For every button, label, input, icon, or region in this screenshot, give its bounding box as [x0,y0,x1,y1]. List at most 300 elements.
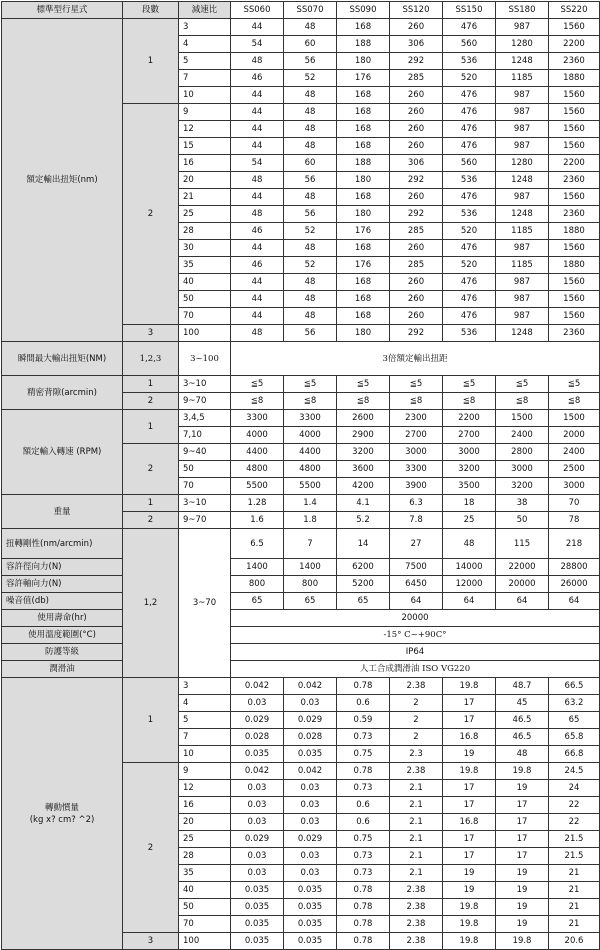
value-cell: 987 [496,138,549,155]
value-cell: 2 [390,729,443,746]
value-cell: 0.042 [231,678,284,695]
value-cell: 17 [443,848,496,865]
value-cell: 476 [443,121,496,138]
value-cell: 292 [390,325,443,342]
stiffness-label: 扭轉剛性(nm/arcmin) [2,529,123,559]
value-cell: 260 [390,104,443,121]
value-cell: 44 [231,138,284,155]
header-ratio: 減速比 [179,2,231,19]
value-cell: 176 [337,257,390,274]
value-cell: 0.6 [337,695,390,712]
value-cell: 20.6 [549,933,600,950]
value-cell: 46 [231,223,284,240]
table-row [2,644,600,661]
value-cell: 0.73 [337,780,390,797]
value-cell: 1560 [549,274,600,291]
value-cell: 4000 [231,427,284,444]
value-cell: 1.4 [284,495,337,512]
ratio-cell: 15 [179,138,231,155]
value-cell: 48 [284,19,337,36]
value-cell: 520 [443,223,496,240]
value-cell: 2.38 [390,763,443,780]
value-cell: 476 [443,189,496,206]
value-cell: 56 [284,206,337,223]
lube-value: 人工合成潤滑油 ISO VG220 [231,661,600,678]
value-cell: 218 [549,529,600,559]
value-cell: 987 [496,104,549,121]
header-model: SS070 [284,2,337,19]
value-cell: 46.5 [496,712,549,729]
value-cell: 46 [231,70,284,87]
value-cell: 4400 [284,444,337,461]
value-cell: 1280 [496,155,549,172]
header-model: SS060 [231,2,284,19]
value-cell: 48 [284,291,337,308]
table-row [2,559,600,576]
value-cell: 0.59 [337,712,390,729]
value-cell: 21.5 [549,848,600,865]
value-cell: 1880 [549,223,600,240]
value-cell: 22 [549,814,600,831]
value-cell: ≦5 [443,376,496,393]
value-cell: 2360 [549,206,600,223]
value-cell: 2600 [337,410,390,427]
value-cell: 476 [443,138,496,155]
value-cell: 17 [496,831,549,848]
ip-label: 防護等級 [2,644,123,661]
ratio-cell: 12 [179,780,231,797]
value-cell: 44 [231,240,284,257]
value-cell: 28800 [549,559,600,576]
value-cell: 180 [337,53,390,70]
value-cell: 19 [496,916,549,933]
value-cell: 260 [390,19,443,36]
ratio-cell: 10 [179,87,231,104]
ratio-cell: 40 [179,274,231,291]
table-row [2,376,600,393]
value-cell: 0.6 [337,797,390,814]
value-cell: 0.6 [337,814,390,831]
table-row [2,19,600,36]
value-cell: 987 [496,291,549,308]
value-cell: 48 [231,53,284,70]
value-cell: 0.03 [231,865,284,882]
value-cell: 1560 [549,19,600,36]
value-cell: 0.029 [231,831,284,848]
value-cell: 987 [496,189,549,206]
value-cell: 52 [284,70,337,87]
value-cell: 2.1 [390,865,443,882]
table-row [2,2,600,19]
value-cell: 46 [231,257,284,274]
life-label: 使用壽命(hr) [2,610,123,627]
axial-label: 容許軸向力(N) [2,576,123,593]
value-cell: 536 [443,53,496,70]
table-row [2,529,600,559]
value-cell: 0.75 [337,746,390,763]
value-cell: 0.78 [337,899,390,916]
value-cell: 476 [443,19,496,36]
value-cell: 1500 [549,410,600,427]
value-cell: 180 [337,172,390,189]
value-cell: 56 [284,53,337,70]
value-cell: 17 [443,695,496,712]
value-cell: 2360 [549,172,600,189]
value-cell: 0.035 [231,899,284,916]
value-cell: 0.03 [284,814,337,831]
value-cell: 65 [549,712,600,729]
weight-label: 重量 [2,495,123,529]
value-cell: 285 [390,257,443,274]
ratio-cell: 50 [179,899,231,916]
value-cell: 19.8 [496,763,549,780]
value-cell: ≦8 [443,393,496,410]
stage-cell: 1 [123,678,179,763]
value-cell: 48 [284,138,337,155]
value-cell: 3200 [496,478,549,495]
value-cell: 48 [284,308,337,325]
ratio-cell: 5 [179,53,231,70]
value-cell: 2800 [496,444,549,461]
value-cell: 19 [496,865,549,882]
value-cell: 188 [337,155,390,172]
value-cell: 46.5 [496,729,549,746]
value-cell: 476 [443,87,496,104]
stage-cell: 2 [123,512,179,529]
ratio-cell: 70 [179,308,231,325]
peak-torque-label: 瞬間最大輸出扭矩(NM) [2,342,123,376]
value-cell: 2.3 [390,746,443,763]
ratio-cell: 20 [179,814,231,831]
value-cell: 3600 [337,461,390,478]
value-cell: 536 [443,172,496,189]
value-cell: 260 [390,240,443,257]
ratio-cell: 4 [179,36,231,53]
stage-cell: 1 [123,410,179,444]
value-cell: ≦8 [337,393,390,410]
ratio-cell: 70 [179,916,231,933]
value-cell: 45 [496,695,549,712]
value-cell: 66.8 [549,746,600,763]
value-cell: 2.38 [390,933,443,950]
value-cell: 0.035 [284,933,337,950]
stage-cell: 2 [123,444,179,495]
value-cell: 1185 [496,70,549,87]
value-cell: 987 [496,121,549,138]
ratio-cell: 70 [179,478,231,495]
ratio-cell: 28 [179,223,231,240]
value-cell: ≦5 [337,376,390,393]
stage-cell: 1 [123,495,179,512]
stage-cell: 2 [123,104,179,325]
value-cell: 64 [443,593,496,610]
value-cell: 168 [337,291,390,308]
value-cell: 1880 [549,257,600,274]
ratio-cell: 3 [179,678,231,695]
ratio-cell: 9~70 [179,512,231,529]
value-cell: 26000 [549,576,600,593]
value-cell: 0.028 [284,729,337,746]
value-cell: 6200 [337,559,390,576]
value-cell: 3000 [443,444,496,461]
value-cell: 260 [390,121,443,138]
value-cell: 1560 [549,87,600,104]
value-cell: 2200 [549,155,600,172]
value-cell: 48 [284,121,337,138]
peak-torque-value: 3倍額定輸出扭距 [231,342,600,376]
value-cell: 168 [337,189,390,206]
value-cell: 476 [443,240,496,257]
value-cell: 19 [496,780,549,797]
value-cell: 2400 [549,444,600,461]
value-cell: 0.03 [231,848,284,865]
value-cell: 2 [390,695,443,712]
value-cell: 260 [390,189,443,206]
value-cell: 78 [549,512,600,529]
value-cell: 50 [496,512,549,529]
radial-label: 容許徑向力(N) [2,559,123,576]
value-cell: 7500 [390,559,443,576]
value-cell: 0.042 [231,763,284,780]
value-cell: 3200 [443,461,496,478]
value-cell: 3000 [390,444,443,461]
value-cell: 1248 [496,172,549,189]
stage-cell: 1,2,3 [123,342,179,376]
value-cell: 56 [284,325,337,342]
value-cell: 16.8 [443,729,496,746]
value-cell: 1560 [549,189,600,206]
value-cell: 5500 [284,478,337,495]
value-cell: 65 [337,593,390,610]
value-cell: 987 [496,87,549,104]
value-cell: 1560 [549,138,600,155]
value-cell: 0.042 [284,678,337,695]
ratio-cell: 100 [179,325,231,342]
value-cell: 60 [284,155,337,172]
inertia-label [2,678,123,950]
value-cell: 17 [443,780,496,797]
ratio-cell: 28 [179,848,231,865]
value-cell: 1560 [549,104,600,121]
ratio-cell: 9~40 [179,444,231,461]
value-cell: ≦8 [549,393,600,410]
ratio-cell: 100 [179,933,231,950]
value-cell: 19 [443,882,496,899]
value-cell: 3300 [284,410,337,427]
value-cell: 0.78 [337,678,390,695]
ratio-cell: 25 [179,831,231,848]
value-cell: 2.1 [390,848,443,865]
value-cell: 800 [231,576,284,593]
value-cell: 3500 [443,478,496,495]
value-cell: 0.035 [231,746,284,763]
value-cell: 65 [231,593,284,610]
value-cell: 70 [549,495,600,512]
temp-label: 使用溫度範圍(°C) [2,627,123,644]
ratio-cell: 3,4,5 [179,410,231,427]
value-cell: 7.8 [390,512,443,529]
value-cell: 1560 [549,240,600,257]
value-cell: 17 [443,712,496,729]
value-cell: 260 [390,274,443,291]
inertia-label-line1: 轉動慣量 [44,802,79,813]
stage-cell: 2 [123,763,179,933]
value-cell: 285 [390,70,443,87]
ratio-cell: 3 [179,19,231,36]
value-cell: 1880 [549,70,600,87]
value-cell: 987 [496,274,549,291]
spec-table [1,1,600,950]
value-cell: 56 [284,172,337,189]
value-cell: 6.3 [390,495,443,512]
value-cell: 0.78 [337,882,390,899]
value-cell: 168 [337,87,390,104]
value-cell: 19 [496,882,549,899]
ratio-cell: 3~100 [179,342,231,376]
value-cell: 0.78 [337,933,390,950]
ratio-cell: 7 [179,70,231,87]
value-cell: 48 [231,206,284,223]
header-model: SS090 [337,2,390,19]
header-model: SS150 [443,2,496,19]
ratio-cell: 16 [179,797,231,814]
stage-cell: 3 [123,325,179,342]
value-cell: 180 [337,206,390,223]
ratio-cell: 12 [179,121,231,138]
value-cell: 1.6 [231,512,284,529]
value-cell: 24.5 [549,763,600,780]
value-cell: 44 [231,121,284,138]
value-cell: 1400 [231,559,284,576]
value-cell: 17 [443,831,496,848]
value-cell: 1248 [496,325,549,342]
value-cell: 0.035 [284,746,337,763]
stage-cell: 1,2 [123,529,179,678]
value-cell: 260 [390,87,443,104]
value-cell: 306 [390,36,443,53]
value-cell: 1.8 [284,512,337,529]
rated-torque-label: 額定輸出扭矩(nm) [2,19,123,342]
ratio-cell: 20 [179,172,231,189]
header-model: SS180 [496,2,549,19]
value-cell: 2200 [549,36,600,53]
value-cell: 6.5 [231,529,284,559]
value-cell: 0.035 [284,882,337,899]
value-cell: 2.38 [390,916,443,933]
value-cell: 2.1 [390,780,443,797]
value-cell: 168 [337,138,390,155]
value-cell: 4800 [284,461,337,478]
value-cell: ≦8 [284,393,337,410]
value-cell: 54 [231,36,284,53]
table-row [2,610,600,627]
value-cell: 476 [443,274,496,291]
value-cell: 0.035 [284,899,337,916]
value-cell: 64 [549,593,600,610]
value-cell: 1.28 [231,495,284,512]
ratio-cell: 3~10 [179,495,231,512]
value-cell: 987 [496,308,549,325]
value-cell: ≦5 [390,376,443,393]
ratio-cell: 10 [179,746,231,763]
value-cell: 64 [496,593,549,610]
value-cell: 19.8 [496,933,549,950]
value-cell: 5500 [231,478,284,495]
ratio-cell: 30 [179,240,231,257]
value-cell: 48 [443,529,496,559]
value-cell: 0.042 [284,763,337,780]
value-cell: 44 [231,104,284,121]
value-cell: 17 [443,797,496,814]
value-cell: 188 [337,36,390,53]
value-cell: 0.035 [231,882,284,899]
table-row [2,495,600,512]
value-cell: 3300 [231,410,284,427]
header-model: SS220 [549,2,600,19]
value-cell: 14 [337,529,390,559]
value-cell: 1500 [496,410,549,427]
value-cell: 65.8 [549,729,600,746]
lube-label: 潤滑油 [2,661,123,678]
value-cell: 19 [443,865,496,882]
value-cell: 48 [284,240,337,257]
value-cell: 0.035 [231,916,284,933]
value-cell: 66.5 [549,678,600,695]
value-cell: 21 [549,865,600,882]
value-cell: 168 [337,19,390,36]
value-cell: 2.1 [390,797,443,814]
value-cell: 19.8 [443,763,496,780]
value-cell: ≦5 [284,376,337,393]
value-cell: 560 [443,36,496,53]
value-cell: 0.03 [284,780,337,797]
value-cell: 20000 [496,576,549,593]
stage-cell: 3 [123,933,179,950]
value-cell: 0.03 [284,848,337,865]
value-cell: 60 [284,36,337,53]
value-cell: 0.75 [337,831,390,848]
value-cell: 19.8 [443,899,496,916]
value-cell: 176 [337,70,390,87]
value-cell: 54 [231,155,284,172]
table-row [2,627,600,644]
value-cell: 2400 [496,427,549,444]
ratio-cell: 21 [179,189,231,206]
value-cell: ≦8 [390,393,443,410]
value-cell: 180 [337,325,390,342]
value-cell: 17 [496,814,549,831]
value-cell: 0.029 [284,831,337,848]
value-cell: 560 [443,155,496,172]
value-cell: 0.03 [284,797,337,814]
value-cell: 0.73 [337,865,390,882]
value-cell: 3900 [390,478,443,495]
value-cell: 292 [390,206,443,223]
value-cell: 168 [337,104,390,121]
inertia-label-line2: (kg x? cm? ^2) [29,814,95,825]
value-cell: 48.7 [496,678,549,695]
value-cell: 520 [443,70,496,87]
value-cell: 2.1 [390,831,443,848]
value-cell: 2.38 [390,678,443,695]
value-cell: 21 [549,882,600,899]
value-cell: 0.03 [231,814,284,831]
ratio-cell: 9 [179,763,231,780]
value-cell: 476 [443,291,496,308]
value-cell: 48 [284,104,337,121]
value-cell: 0.73 [337,729,390,746]
value-cell: 292 [390,53,443,70]
